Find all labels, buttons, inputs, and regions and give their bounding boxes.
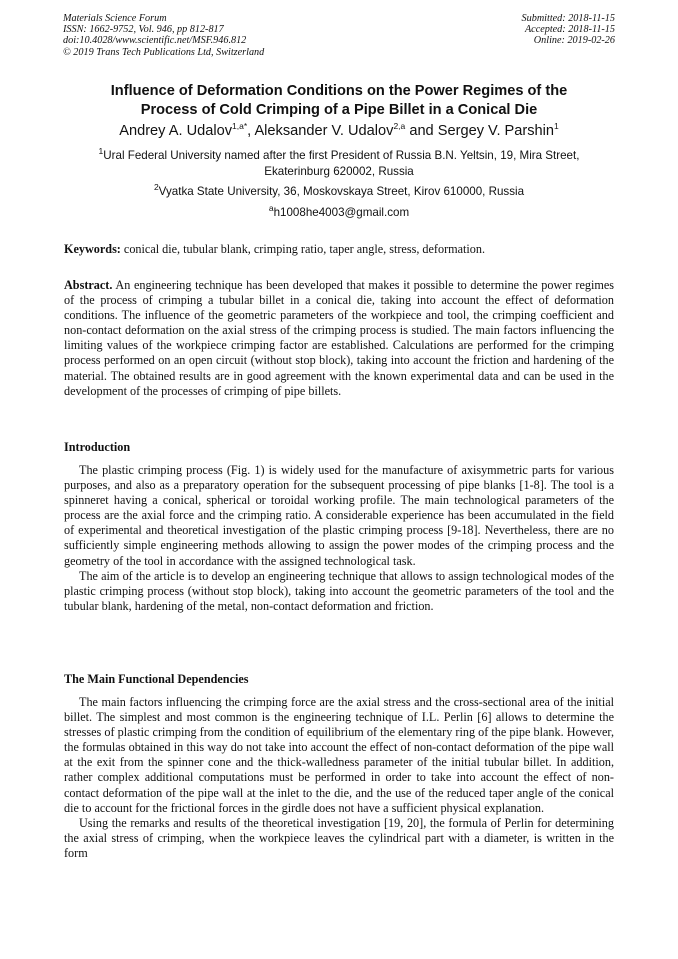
paragraph: The plastic crimping process (Fig. 1) is widely used for the manufacture of axisymmetric parts for various purposes, and also as a preparatory operation for the subsequent processing of pipe blanks [1-8]. The tool is a spinneret having a conical, spherical or toroidal working profile. The main technological parameters of the process are the axial force and the crimping ratio. A considerable experience has been accumulated in the field of experimental and theoretical investigation of the plastic crimping process [9-18]. Nevertheless, there are no sufficiently simple engineering methods allowing to assign the power modes of the crimping process and the geometry of the tool in accordance with the assigned technological task. (64, 463, 614, 568)
affiliation-sup: 2 (153, 182, 159, 193)
author-conjunction: and (409, 123, 434, 139)
journal-header (63, 13, 264, 58)
journal-doi: doi:10.4028/www.scientific.net/MSF.946.812 (63, 35, 247, 47)
author-name: Sergey V. Parshin (437, 123, 555, 139)
affiliation-text: Ekaterinburg 620002, Russia (264, 164, 414, 178)
affiliation-1 (60, 148, 618, 179)
abstract-label: Abstract. (64, 278, 113, 292)
journal-name: Materials Science Forum (63, 13, 167, 24)
paragraph: The aim of the article is to develop an engineering technique that allows to assign technological modes of the plastic crimping process (without stop block), taking into account the geometric parameters of the tool and the tubular blank, hardening of the metal, non-contact deformation and friction. (64, 568, 614, 613)
paper-title (40, 82, 638, 119)
author-name: Aleksander V. Udalov (254, 123, 394, 139)
email-line (60, 205, 618, 221)
section-heading-introduction: Introduction (64, 440, 131, 454)
paragraph: Using the remarks and results of the theoretical investigation [19, 20], the formula of Perlin for determining the axial stress of crimping, when the workpiece leaves the cylindrical part with a diameter, is written in the form (64, 815, 614, 860)
author-list: Andrey A. Udalov$^{1,a*}$, Aleksander V. Udalov$^{2,a}$ and Sergey V. Parshin$^1$ (119, 121, 559, 139)
online-date: Online: 2019-02-26 (533, 35, 615, 47)
keywords-label: Keywords: (64, 242, 121, 256)
author-sup: 1 (554, 121, 559, 132)
affiliation-text: Ural Federal University named after the first President of Russia B.N. Yeltsin, 19, Mira Street, (103, 149, 580, 162)
keywords-text: conical die, tubular blank, crimping ratio, taper angle, stress, deformation. (123, 242, 486, 256)
accepted-date: Accepted: 2018-11-15 (524, 24, 615, 36)
email-address: h1008he4003@gmail.com (273, 206, 410, 219)
main-dependencies-body (64, 695, 614, 861)
introduction-body (64, 463, 614, 614)
journal-copyright: © 2019 Trans Tech Publications Ltd, Switzerland (63, 46, 265, 58)
author-name: Andrey A. Udalov (119, 123, 232, 139)
title-line-2: Process of Cold Crimping of a Pipe Billet in a Conical Die (140, 101, 538, 118)
title-line-1: Influence of Deformation Conditions on the Power Regimes of the (110, 83, 568, 99)
dates-header (522, 13, 615, 47)
abstract (64, 278, 614, 399)
section-heading-main-dependencies: The Main Functional Dependencies (64, 672, 249, 686)
journal-issn: ISSN: 1662-9752, Vol. 946, pp 812-817 (63, 24, 224, 36)
affiliation-sup: 1 (98, 146, 104, 157)
author-sup: 1,a* (232, 121, 248, 132)
affiliation-2 (60, 184, 618, 200)
submitted-date: Submitted: 2018-11-15 (521, 13, 615, 24)
affiliation-text: Vyatka State University, 36, Moskovskaya Street, Kirov 610000, Russia (158, 185, 525, 198)
author-sup: 2,a (393, 121, 406, 132)
email-sup: a (268, 203, 274, 214)
paragraph: The main factors influencing the crimping force are the axial stress and the cross-sectional area of the initial billet. The simplest and most common is the engineering technique of I.L. Perlin [6] allows to determine the stresses of plastic crimping from the condition of equilibrium of the elementary ring of the pipe blank. However, the formulas obtained in this way do not take into account the effect of non-contact deformation of the pipe wall at the exit from the spinner cone and the thick-walledness parameter of the initial tubular billet. In addition, rather complex additional computations must be performed in order to take into account the effect of non-contact deformation of the pipe wall at the inlet to the die, and the use of the reduced taper angle of the conical die to account for the frictional forces in the girdle does not have a sufficient physical explanation. (64, 695, 614, 815)
abstract-text: An engineering technique has been developed that makes it possible to determine the power regimes of the process of crimping a tubular billet in a conical die, taking into account the effect of deformation conditions. The influence of the geometric parameters of the workpiece and tool, the crimping coefficient and non-contact deformation on the axial stress of the crimping process is studied. The main factors influencing the limiting values of the workpiece crimping factor are established. Calculations are performed for the crimping process performed on an open circuit (without stop block), taking into account the friction and hardening of the material. The obtained results are in good agreement with the known experimental data and can be used in the development of the processes of crimping of pipe billets. (64, 278, 614, 398)
keywords (64, 242, 614, 257)
